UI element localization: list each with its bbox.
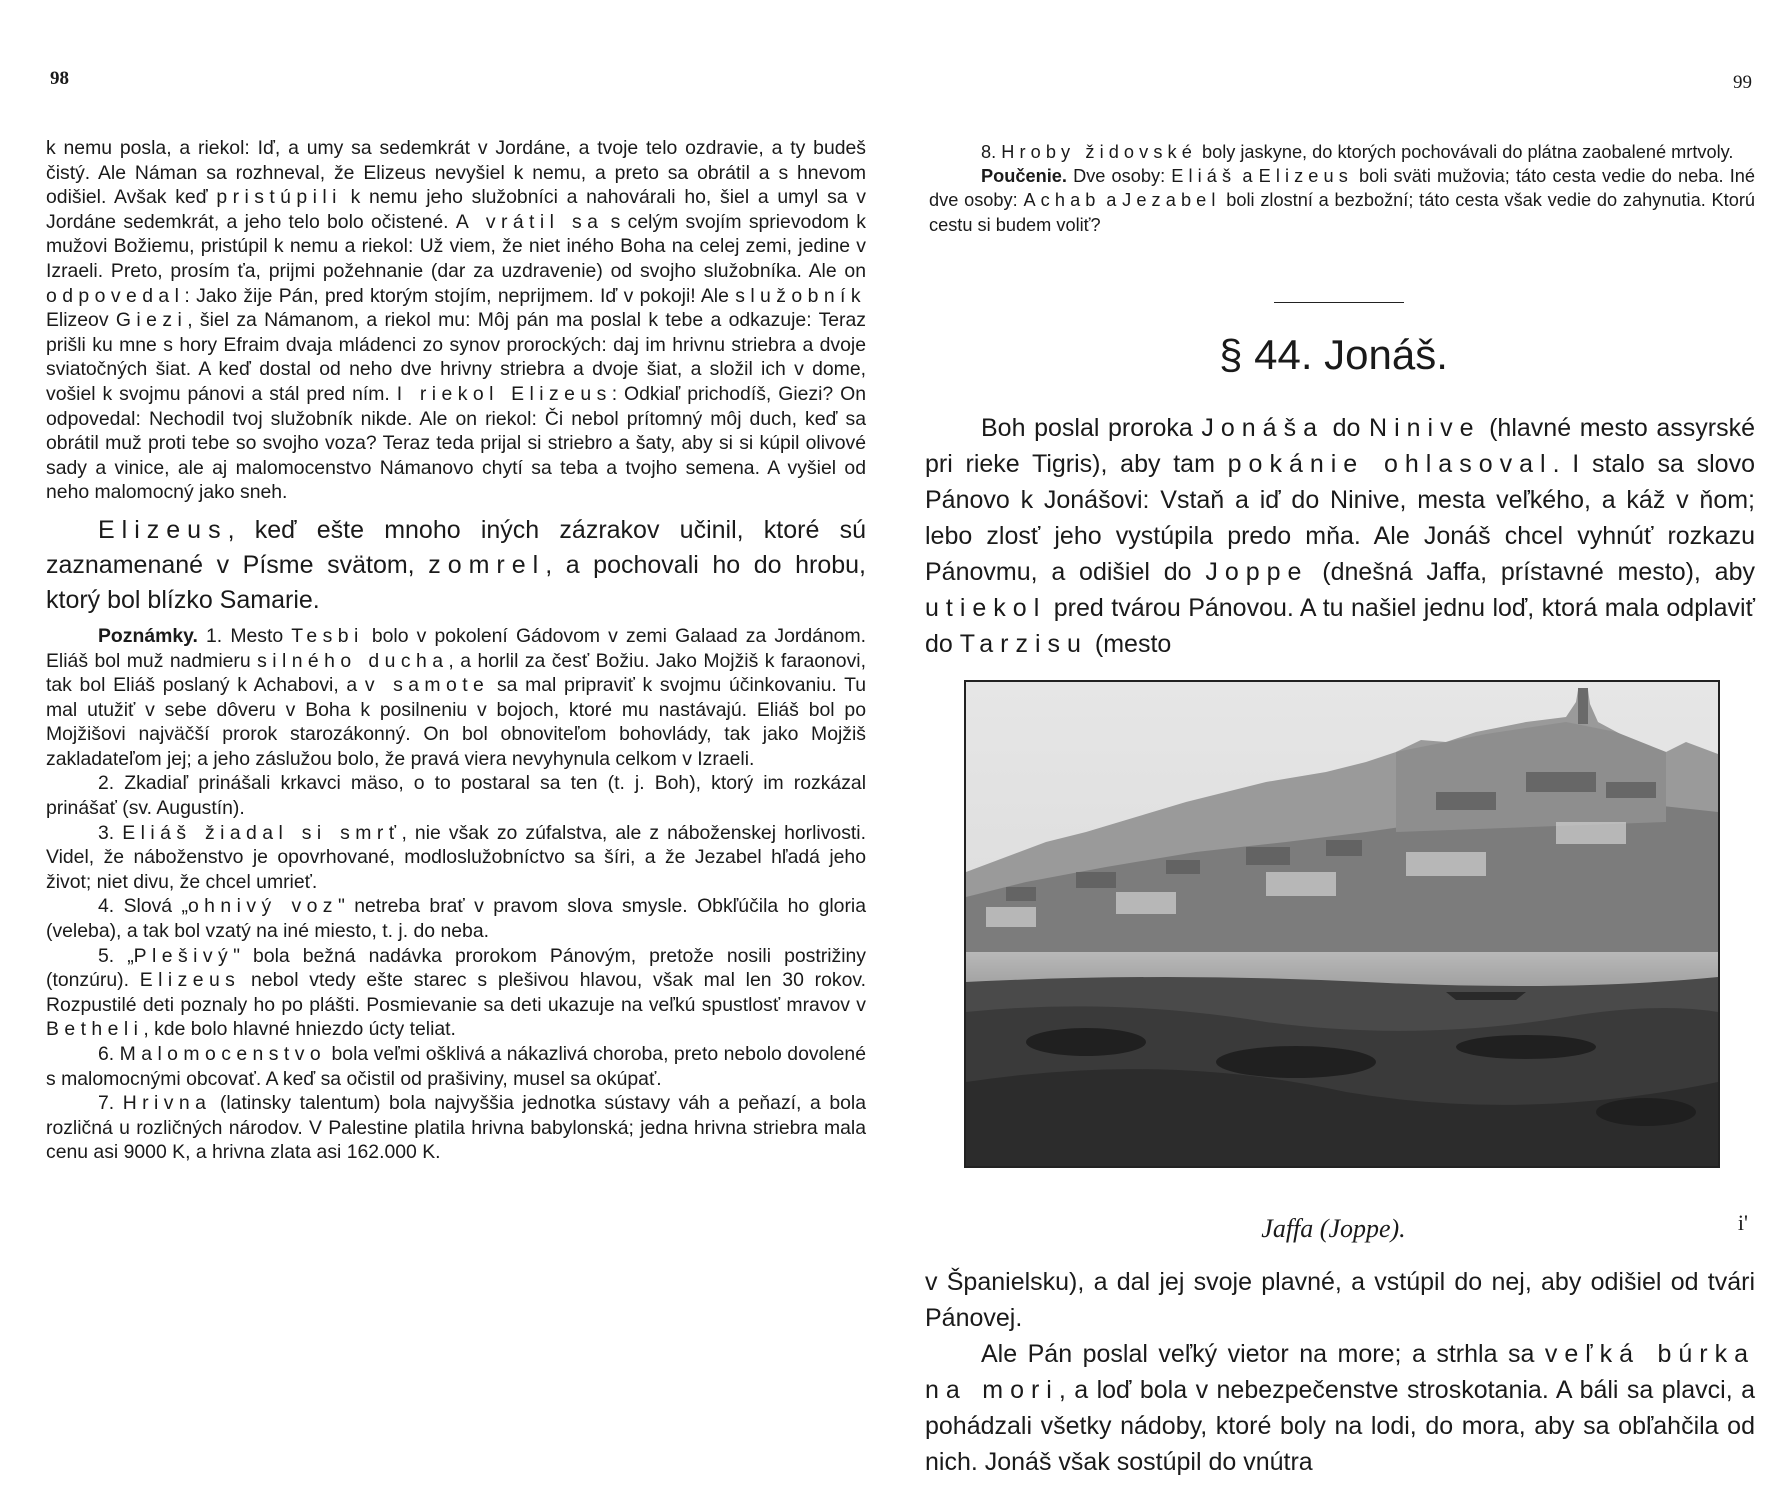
page-number-left: 98	[50, 68, 69, 89]
photo-caption: Jaffa (Joppe).	[1261, 1214, 1406, 1243]
note-8: 8. Hroby židovské boly jaskyne, do ktorých pochovávali do plátna zaobalené mrtvoly.	[981, 142, 1734, 162]
right-page	[889, 0, 1778, 1500]
poucenie-paragraph: Poučenie. Dve osoby: Eliáš a Elizeus boli sväti mužovia; táto cesta vedie do neba. Iné dve osoby: Achab a Jezabel boli zlostní a bezbožní; táto cesta však vedie do zahynutia. Ktorú cestu si budem voliť?	[929, 166, 1755, 235]
note-3: 3. Eliáš žiadal si smrť, nie však zo zúfalstva, ale z náboženskej horlivosti. Videl, že náboženstvo je opovrhované, modloslužobníctvo sa šíri, a že Jezabel hľadá jeho život; niet divu, že chcel umrieť.	[46, 821, 866, 893]
jonas-paragraph-1: Boh poslal proroka Jonáša do Ninive (hlavné mesto assyrské pri rieke Tigris), aby tam pokánie ohlasoval. I stalo sa slovo Pánovo k Jonášovi: Vstaň a iď do Ninive, mesta veľkého, a káž v ňom; lebo zlosť jeho vystúpila predo mňa. Ale Jonáš chcel vyhnúť rozkazu Pánovmu, a odišiel do Joppe (dnešná Jaffa, prístavné mesto), aby utiekol pred tvárou Pánovou. A tu našiel jednu loď, ktorá mala odplaviť do Tarzisu (mesto	[925, 414, 1756, 658]
note-2: 2. Zkadiaľ prinášali krkavci mäso, o to postaral sa ten (t. j. Boh), ktorý im rozkázal prinášať (sv. Augustín).	[46, 772, 866, 820]
jonas-paragraph-3: Ale Pán poslal veľký vietor na more; a strhla sa veľká búrka na mori, a loď bola v nebezpečenstve stroskotania. A báli sa plavci, a pohádzali všetky nádoby, ktoré boly na lodi, do mora, aby sa obľahčila od nich. Jonáš však sostúpil do vnútra	[925, 1340, 1756, 1476]
jaffa-photograph	[964, 680, 1720, 1168]
note-7: 7. Hrivna (latinsky talentum) bola najvyššia jednotka sústavy váh a peňazí, a bola rozličná u rozličných národov. V Palestine platila hrivna babylonská; jedna hrivna striebra mala cenu asi 9000 K, a hrivna zlata asi 162.000 K.	[46, 1092, 866, 1164]
right-top-notes	[929, 140, 1755, 237]
section-divider	[1274, 302, 1404, 303]
note-6: 6. Malomocenstvo bola veľmi ošklivá a nákazlivá choroba, preto nebolo dovolené s malomocnými obcovať. A keď sa očistil od prašiviny, musel sa okúpať.	[46, 1043, 866, 1090]
note-5: 5. „Plešivý" bola bežná nadávka prorokom Pánovým, pretože nosili postrižiny (tonzúru). Elizeus nebol vtedy ešte starec s plešivou hlavou, však mal len 30 rokov. Rozpustilé deti poznaly ho po plášti. Posmievanie sa deti ukazuje na veľkú spustlosť mravov v Betheli, kde bolo hlavné hniezdo úcty teliat.	[46, 944, 866, 1041]
section-heading: § 44. Jonáš.	[1219, 331, 1448, 378]
jonas-text-top	[925, 410, 1755, 662]
notes-section	[46, 624, 866, 1165]
note-1: Poznámky. 1. Mesto Tesbi bolo v pokolení Gádovom v zemi Galaad za Jordánom. Eliáš bol muž nadmieru silného ducha, a horlil za česť Božiu. Jako Mojžiš k faraonovi, tak bol Eliáš poslaný k Achabovi, a v samote sa mal pripraviť k svojmu účinkovaniu. Tu mal utužiť v sebe dôveru v Boha k posilneniu v bojoch, ktoré mu nastávajú. Eliáš bol po Mojžišovi najväčší prorok starozákonný. On bol obnoviteľom bohovlády, tak jako Mojžiš zakladateľom jej; a jeho záslužou bolo, že pravá viera nevyhynula celkom v Izraeli.	[46, 624, 867, 770]
jonas-text-bottom	[925, 1264, 1755, 1480]
summary-paragraph: Elizeus, keď ešte mnoho iných zázrakov učinil, ktoré sú zaznamenané v Písme svätom, zomrel, a pochovali ho do hrobu, ktorý bol blízko Samarie.	[46, 515, 866, 614]
page-number-right: 99	[1733, 72, 1752, 93]
jonas-paragraph-2: v Španielsku), a dal jej svoje plavné, a vstúpil do nej, aby odišiel od tvári Pánovej.	[925, 1268, 1755, 1332]
left-column	[46, 136, 866, 1165]
note-4: 4. Slová „ohnivý voz" netreba brať v pravom slova smysle. Obkľúčila ho gloria (veleba), a tak bol vzatý na iné miesto, t. j. do neba.	[46, 895, 867, 943]
jaffa-photo-drawing	[966, 682, 1718, 1166]
main-paragraph: k nemu posla, a riekol: Iď, a umy sa sedemkrát v Jordáne, a tvoje telo ozdravie, a ty budeš čistý. Ale Náman sa rozhneval, že Elizeus nevyšiel k nemu, a preto sa obrátil a s hnevom odišiel. Avšak keď pristúpili k nemu jeho služobníci a nahovárali ho, šiel a umyl sa v Jordáne sedemkrát, a jeho telo bolo očistené. A vrátil sa s celým svojím sprievodom k mužovi Božiemu, pristúpil k nemu a riekol: Už viem, že niet iného Boha na celej zemi, jedine v Izraeli. Preto, prosím ťa, prijmi požehnanie (dar za uzdravenie) od svojho služobníka. Ale on odpovedal: Jako žije Pán, pred ktorým stojím, neprijmem. Iď v pokoji! Ale služobník Elizeov Giezi, šiel za Námanom, a riekol mu: Môj pán ma poslal k tebe a odkazuje: Teraz prišli ku mne s hory Efraim dvaja mládenci zo synov prorockých: daj im hrivnu striebra a dvoje sviatočných šiat. A keď dostal od neho dve hrivny striebra a dvoje šiat, a složil ich v dome, vošiel k svojmu pánovi a stál pred ním. I riekol Elizeus: Odkiaľ prichodíš, Giezi? On odpovedal: Nechodil tvoj služobník nikde. Ale on riekol: Či nebol prítomný môj duch, keď sa obrátil muž proti tebe so svojho voza? Teraz teda prijal si striebro a šaty, aby si si kúpil olivové sady a vinice, ale aj malomocenstvo Námanovo chytí sa teba a tvojho semena. A vyšiel od neho malomocný jako sneh.	[46, 137, 867, 504]
caption-mark: i'	[1737, 1210, 1748, 1235]
